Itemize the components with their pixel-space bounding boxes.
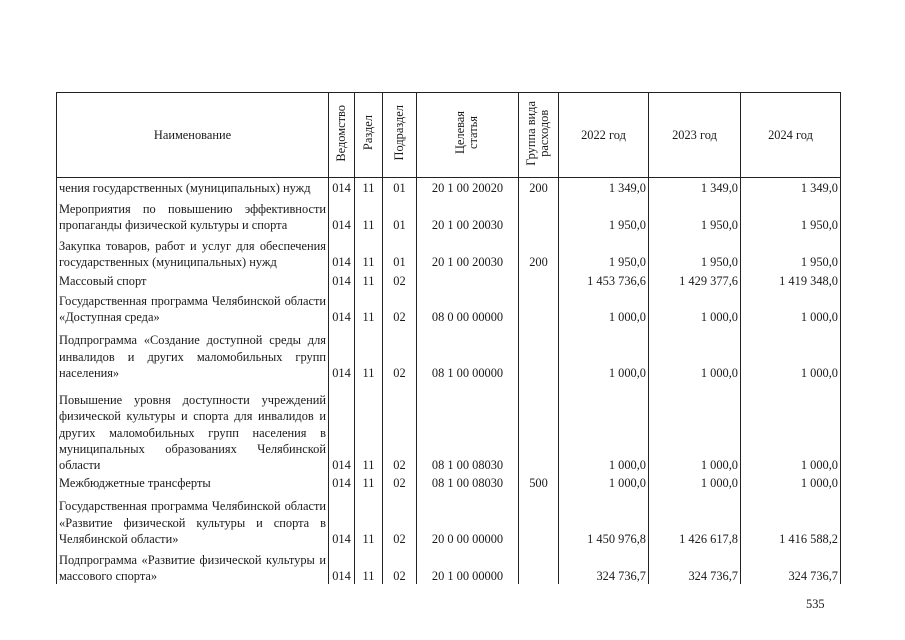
- cell-statya: 08 1 00 00000: [417, 326, 519, 381]
- cell-name: Государственная программа Челябинской области «Доступная среда»: [57, 289, 329, 326]
- cell-name: Подпрограмма «Создание доступной среды для инвалидов и других маломобильных групп населения»: [57, 326, 329, 381]
- cell-v2022: 1 349,0: [559, 178, 649, 197]
- cell-statya: 20 1 00 20020: [417, 178, 519, 197]
- cell-gruppa: [519, 547, 559, 584]
- table-row: [57, 547, 841, 584]
- cell-razdel: 11: [355, 178, 383, 197]
- budget-table: [56, 92, 841, 584]
- cell-podrazdel: 02: [383, 289, 417, 326]
- cell-podrazdel: 02: [383, 381, 417, 473]
- cell-v2024: 324 736,7: [741, 547, 841, 584]
- header-row: [57, 93, 841, 178]
- cell-gruppa: 500: [519, 473, 559, 491]
- cell-v2024: 1 349,0: [741, 178, 841, 197]
- cell-name: Массовый спорт: [57, 270, 329, 288]
- cell-razdel: 11: [355, 547, 383, 584]
- cell-ved: 014: [329, 270, 355, 288]
- cell-ved: 014: [329, 381, 355, 473]
- cell-v2022: 1 450 976,8: [559, 492, 649, 547]
- cell-ved: 014: [329, 473, 355, 491]
- cell-v2023: 1 950,0: [649, 197, 741, 234]
- table-body: [57, 178, 841, 585]
- cell-razdel: 11: [355, 197, 383, 234]
- header-podrazdel: Подраздел: [383, 93, 417, 178]
- cell-v2022: 1 000,0: [559, 473, 649, 491]
- cell-podrazdel: 01: [383, 178, 417, 197]
- page-number: 535: [806, 597, 825, 611]
- cell-gruppa: [519, 492, 559, 547]
- cell-razdel: 11: [355, 270, 383, 288]
- cell-name: Мероприятия по повышению эффективности пропаганды физической культуры и спорта: [57, 197, 329, 234]
- cell-v2023: 1 349,0: [649, 178, 741, 197]
- cell-gruppa: [519, 326, 559, 381]
- cell-statya: 20 0 00 00000: [417, 492, 519, 547]
- cell-name: Государственная программа Челябинской области «Развитие физической культуры и спорта в Челябинской области»: [57, 492, 329, 547]
- cell-razdel: 11: [355, 492, 383, 547]
- cell-statya: 20 1 00 00000: [417, 547, 519, 584]
- cell-podrazdel: 01: [383, 233, 417, 270]
- cell-podrazdel: 02: [383, 547, 417, 584]
- cell-v2023: 1 000,0: [649, 326, 741, 381]
- cell-statya: 20 1 00 20030: [417, 233, 519, 270]
- cell-v2022: 1 950,0: [559, 197, 649, 234]
- table-row: [57, 178, 841, 197]
- header-2022: 2022 год: [559, 93, 649, 178]
- cell-v2024: 1 000,0: [741, 381, 841, 473]
- cell-v2023: 1 000,0: [649, 473, 741, 491]
- table-row: [57, 326, 841, 381]
- cell-name: Закупка товаров, работ и услуг для обеспечения государственных (муниципальных) нужд: [57, 233, 329, 270]
- table-row: [57, 233, 841, 270]
- cell-v2022: 1 950,0: [559, 233, 649, 270]
- cell-v2023: 1 950,0: [649, 233, 741, 270]
- cell-v2023: 1 426 617,8: [649, 492, 741, 547]
- cell-v2024: 1 950,0: [741, 233, 841, 270]
- cell-ved: 014: [329, 547, 355, 584]
- cell-statya: 08 0 00 00000: [417, 289, 519, 326]
- table-row: [57, 270, 841, 288]
- cell-razdel: 11: [355, 381, 383, 473]
- cell-v2023: 1 429 377,6: [649, 270, 741, 288]
- cell-name: Межбюджетные трансферты: [57, 473, 329, 491]
- cell-v2024: 1 000,0: [741, 326, 841, 381]
- cell-razdel: 11: [355, 473, 383, 491]
- cell-ved: 014: [329, 289, 355, 326]
- cell-ved: 014: [329, 233, 355, 270]
- cell-razdel: 11: [355, 326, 383, 381]
- header-2024: 2024 год: [741, 93, 841, 178]
- cell-gruppa: [519, 381, 559, 473]
- cell-razdel: 11: [355, 233, 383, 270]
- cell-v2023: 1 000,0: [649, 381, 741, 473]
- header-name: Наименование: [57, 93, 329, 178]
- header-2023: 2023 год: [649, 93, 741, 178]
- cell-statya: 08 1 00 08030: [417, 473, 519, 491]
- cell-name: чения государственных (муниципальных) нужд: [57, 178, 329, 197]
- cell-gruppa: 200: [519, 233, 559, 270]
- cell-razdel: 11: [355, 289, 383, 326]
- cell-v2024: 1 419 348,0: [741, 270, 841, 288]
- cell-gruppa: 200: [519, 178, 559, 197]
- cell-v2022: 1 000,0: [559, 381, 649, 473]
- table-row: [57, 197, 841, 234]
- table-row: [57, 289, 841, 326]
- cell-v2024: 1 950,0: [741, 197, 841, 234]
- cell-v2022: 1 453 736,6: [559, 270, 649, 288]
- cell-name: Подпрограмма «Развитие физической культуры и массового спорта»: [57, 547, 329, 584]
- cell-statya: 08 1 00 08030: [417, 381, 519, 473]
- cell-podrazdel: 01: [383, 197, 417, 234]
- cell-v2024: 1 000,0: [741, 289, 841, 326]
- cell-gruppa: [519, 289, 559, 326]
- header-razdel: Раздел: [355, 93, 383, 178]
- cell-ved: 014: [329, 178, 355, 197]
- cell-v2022: 1 000,0: [559, 326, 649, 381]
- header-statya: Целевая статья: [417, 93, 519, 178]
- cell-gruppa: [519, 197, 559, 234]
- cell-gruppa: [519, 270, 559, 288]
- cell-ved: 014: [329, 326, 355, 381]
- cell-podrazdel: 02: [383, 326, 417, 381]
- cell-ved: 014: [329, 492, 355, 547]
- header-gruppa: Группа вида расходов: [519, 93, 559, 178]
- cell-v2024: 1 416 588,2: [741, 492, 841, 547]
- cell-ved: 014: [329, 197, 355, 234]
- header-ved: Ведомство: [329, 93, 355, 178]
- cell-statya: 20 1 00 20030: [417, 197, 519, 234]
- cell-statya: [417, 270, 519, 288]
- cell-name: Повышение уровня доступности учреждений физической культуры и спорта для инвалидов и других маломобильных групп населения в муниципальных образованиях Челябинской области: [57, 381, 329, 473]
- cell-v2023: 324 736,7: [649, 547, 741, 584]
- cell-v2024: 1 000,0: [741, 473, 841, 491]
- cell-podrazdel: 02: [383, 270, 417, 288]
- table-row: [57, 492, 841, 547]
- cell-podrazdel: 02: [383, 492, 417, 547]
- cell-podrazdel: 02: [383, 473, 417, 491]
- cell-v2022: 1 000,0: [559, 289, 649, 326]
- cell-v2023: 1 000,0: [649, 289, 741, 326]
- table-row: [57, 473, 841, 491]
- table-row: [57, 381, 841, 473]
- cell-v2022: 324 736,7: [559, 547, 649, 584]
